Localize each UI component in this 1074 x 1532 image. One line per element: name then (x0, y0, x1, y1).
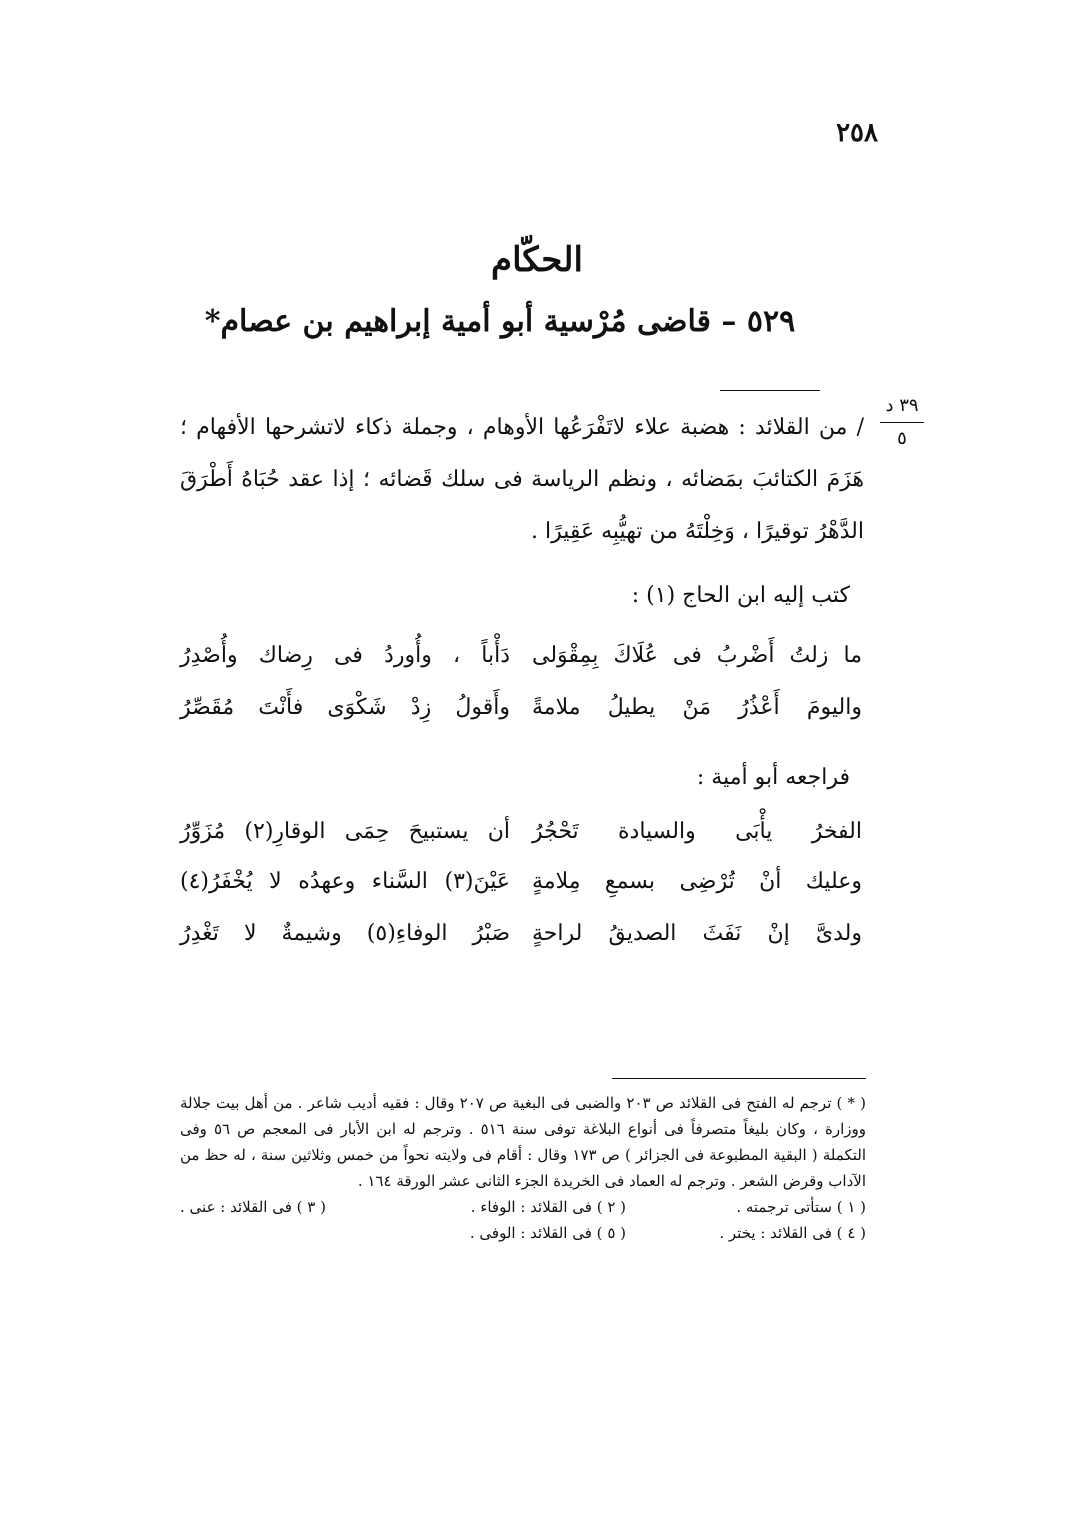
poem-intro-2: فراجعه أبو أمية : (696, 765, 850, 790)
verse-line (180, 684, 862, 732)
verse-first-hemistich: ما زلتُ أَضْربُ فى عُلَاكَ بِمِقْوَلى (532, 643, 862, 668)
verse-line (180, 632, 862, 680)
section-title: الحكّام (491, 240, 583, 280)
footnote-row (180, 1220, 866, 1246)
footnote-divider (612, 1078, 866, 1079)
footnote-4: ( ٤ ) فى القلائد : يختر . (719, 1224, 866, 1242)
verse-first-hemistich: ولدىَّ إنْ نَفَثَ الصديقُ لراحةٍ (532, 921, 862, 946)
verse-second-hemistich: وأَقولُ زِدْ شَكْوَى فأَنْتَ مُقَصِّرُ (180, 695, 510, 720)
verse-first-hemistich: الفخرُ يأْبَى والسيادة تَحْجُرُ (532, 819, 862, 844)
entry-title: ٥٢٩ – قاضى مُرْسية أبو أمية إبراهيم بن عصام* (204, 304, 796, 339)
margin-reference-bottom: ٥ (897, 428, 907, 449)
margin-reference (874, 392, 930, 453)
verse-first-hemistich: وعليك أنْ تُرْضِى بسمعِ مِلامةٍ (532, 869, 862, 894)
footnote-main: ( * ) ترجم له الفتح فى القلائد ص ٢٠٣ والضبى فى البغية ص ٢٠٧ وقال : فقيه أديب شاعر . من أهل بيت جلالة ووزارة ، وكان بليغاً متصرفاً فى أنواع البلاغة توفى سنة ٥١٦ . وترجم له ابن الأبار فى المعجم ص ٥٦ وفى التكملة ( البقية المطبوعة فى الجزائر ) ص ١٧٣ وقال : أقام فى ولايته نحواً من خمس وثلاثين سنة ، له حظ من الآداب وقرض الشعر . وترجم له العماد فى الخريدة الجزء الثانى عشر الورقة ١٦٤ . (180, 1094, 866, 1190)
prose-paragraph: / من القلائد : هضبة علاء لاتَفْرَعُها الأوهام ، وجملة ذكاء لاتشرحها الأفهام ؛ هَزَمَ الكتائبَ بمَضائه ، ونظم الرياسة فى سلك قَضائه ؛ إذا عقد حُبَاهُ أَطْرَقَ الدَّهْرُ توقيرًا ، وَخِلْتَهُ من تهيُّبِه عَقِيرًا . (180, 415, 864, 544)
prose-body (180, 402, 864, 558)
verse-line (180, 808, 862, 856)
margin-reference-rule (880, 422, 924, 423)
footnote-3: ( ٣ ) فى القلائد : عنى . (180, 1198, 326, 1216)
title-divider (720, 390, 820, 391)
verse-second-hemistich: دَأْباً ، وأُوردُ فى رِضاك وأُصْدِرُ (180, 643, 510, 668)
poem-intro-1: كتب إليه ابن الحاج (١) : (631, 583, 850, 608)
verse-second-hemistich: عَيْنَ(٣) السَّناء وعهدُه لا يُخْفَرُ(٤) (180, 869, 510, 894)
page-number: ٢٥٨ (836, 118, 878, 148)
footnote-2: ( ٢ ) فى القلائد : الوفاء . (470, 1198, 626, 1216)
verse-second-hemistich: صَبْرُ الوفاءِ(٥) وشيمةٌ لا تَغْدِرُ (180, 921, 511, 946)
verse-line (180, 858, 862, 906)
verse-line (180, 910, 862, 958)
footnote-row (180, 1194, 866, 1220)
footnote-5: ( ٥ ) فى القلائد : الوفى . (469, 1224, 626, 1242)
footnote-1: ( ١ ) ستأتى ترجمته . (736, 1198, 866, 1216)
footnotes (180, 1090, 866, 1246)
verse-first-hemistich: واليومَ أَعْذُرُ مَنْ يطيلُ ملامةً (532, 695, 862, 720)
verse-second-hemistich: أن يستبيحَ حِمَى الوقارِ(٢) مُزَوِّرُ (180, 819, 510, 844)
margin-reference-top: ٣٩ د (885, 395, 919, 416)
